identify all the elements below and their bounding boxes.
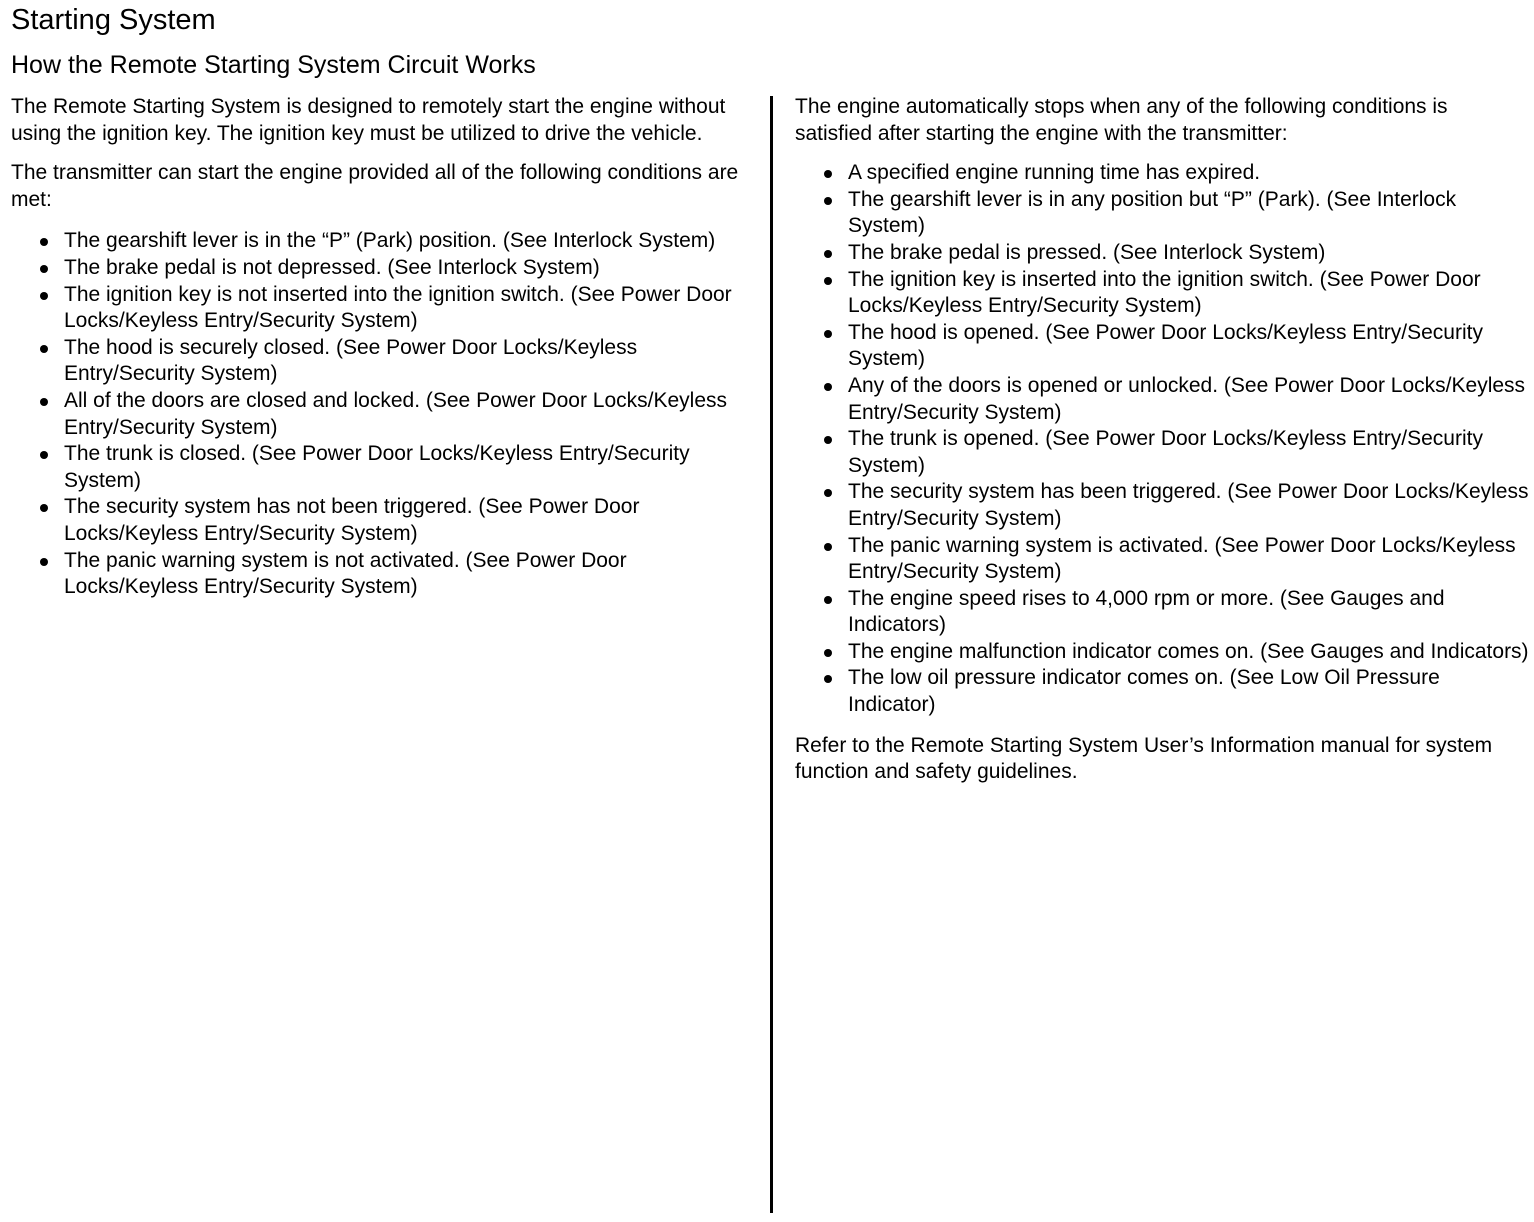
list-item: The hood is securely closed. (See Power Door Locks/Keyless Entry/Security System) [11, 335, 756, 388]
list-item: The security system has been triggered. (See Power Door Locks/Keyless Entry/Security System) [795, 479, 1530, 532]
section-subtitle: How the Remote Starting System Circuit Works [11, 51, 536, 79]
start-conditions-intro: The transmitter can start the engine provided all of the following conditions are met: [11, 161, 739, 211]
list-item: Any of the doors is opened or unlocked. (See Power Door Locks/Keyless Entry/Security System) [795, 373, 1530, 426]
column-divider [770, 96, 773, 1213]
stop-conditions-intro: The engine automatically stops when any of the following conditions is satisfied after starting the engine with the transmitter: [795, 95, 1448, 145]
page-title: Starting System [11, 4, 216, 36]
list-item: The panic warning system is activated. (See Power Door Locks/Keyless Entry/Security System) [795, 533, 1530, 586]
list-item: The engine speed rises to 4,000 rpm or more. (See Gauges and Indicators) [795, 586, 1530, 639]
list-item: The brake pedal is not depressed. (See Interlock System) [11, 255, 756, 282]
list-item: The trunk is opened. (See Power Door Locks/Keyless Entry/Security System) [795, 426, 1530, 479]
list-item: The engine malfunction indicator comes on. (See Gauges and Indicators) [795, 639, 1530, 666]
closing-paragraph: Refer to the Remote Starting System User’s Information manual for system function and safety guidelines. [795, 733, 1493, 784]
list-item: The trunk is closed. (See Power Door Locks/Keyless Entry/Security System) [11, 441, 756, 494]
list-item: All of the doors are closed and locked. (See Power Door Locks/Keyless Entry/Security System) [11, 388, 756, 441]
list-item: The brake pedal is pressed. (See Interlock System) [795, 240, 1530, 267]
start-conditions-list [11, 228, 756, 600]
list-item: The hood is opened. (See Power Door Locks/Keyless Entry/Security System) [795, 320, 1530, 373]
list-item: The security system has not been triggered. (See Power Door Locks/Keyless Entry/Security System) [11, 494, 756, 547]
list-item: The panic warning system is not activated. (See Power Door Locks/Keyless Entry/Security System) [11, 548, 756, 601]
list-item: The ignition key is not inserted into the ignition switch. (See Power Door Locks/Keyless Entry/Security System) [11, 282, 756, 335]
left-column [11, 94, 756, 615]
list-item: The ignition key is inserted into the ignition switch. (See Power Door Locks/Keyless Entry/Security System) [795, 267, 1530, 320]
list-item: The gearshift lever is in the “P” (Park) position. (See Interlock System) [11, 228, 756, 255]
list-item: The low oil pressure indicator comes on. (See Low Oil Pressure Indicator) [795, 665, 1530, 718]
list-item: The gearshift lever is in any position but “P” (Park). (See Interlock System) [795, 187, 1530, 240]
list-item: A specified engine running time has expired. [795, 160, 1530, 187]
intro-paragraph: The Remote Starting System is designed to remotely start the engine without using the ignition key. The ignition key must be utilized to drive the vehicle. [11, 95, 726, 145]
stop-conditions-list [795, 160, 1530, 718]
right-column [795, 94, 1530, 799]
